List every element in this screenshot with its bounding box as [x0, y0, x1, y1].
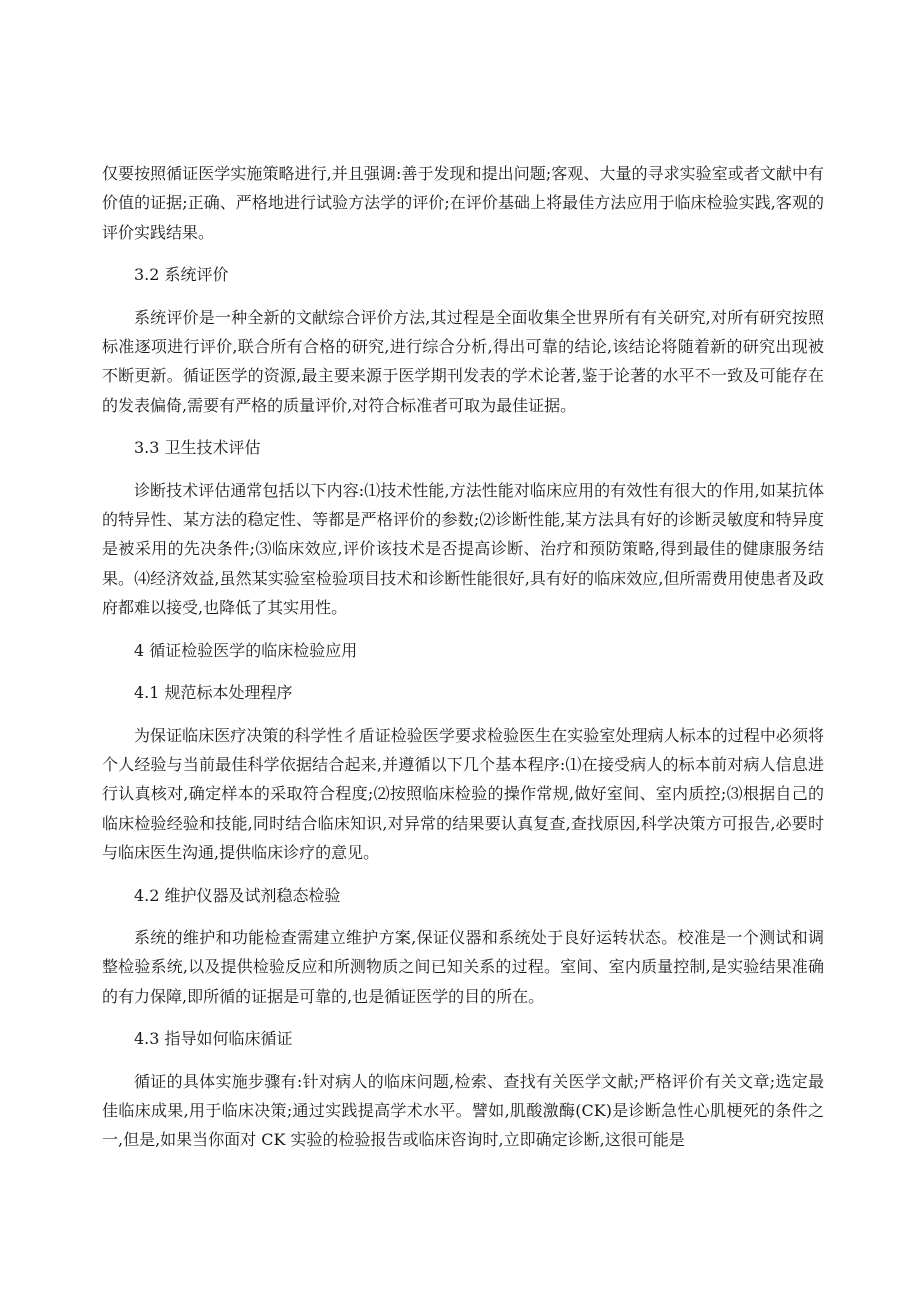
paragraph-clinical-guidance: 循证的具体实施步骤有:针对病人的临床问题,检索、查找有关医学文献;严格评价有关文章;选定最佳临床成果,用于临床决策;通过实践提高学术水平。譬如,肌酸激酶(CK)是诊断急性心肌梗死的条件之一,但是,如果当你面对 CK 实验的检验报告或临床咨询时,立即确定诊断,这很可能是: [102, 1071, 824, 1150]
paragraph-systematic-review: 系统评价是一种全新的文献综合评价方法,其过程是全面收集全世界所有有关研究,对所有研究按照标准逐项进行评价,联合所有合格的研究,进行综合分析,得出可靠的结论,该结论将随着新的研究出现被不断更新。循证医学的资源,最主要来源于医学期刊发表的学术论著,鉴于论著的水平不一致及可能存在的发表偏倚,需要有严格的质量评价,对符合标准者可取为最佳证据。: [102, 307, 824, 415]
paragraph-technology-assessment: 诊断技术评估通常包括以下内容:⑴技术性能,方法性能对临床应用的有效性有很大的作用,如某抗体的特异性、某方法的稳定性、等都是严格评价的参数;⑵诊断性能,某方法具有好的诊断灵敏度和特异度是被采用的先决条件;⑶临床效应,评价该技术是否提高诊断、治疗和预防策略,得到最佳的健康服务结果。⑷经济效益,虽然某实验室检验项目技术和诊断性能很好,具有好的临床效应,但所需费用使患者及政府都难以接受,也降低了其实用性。: [102, 480, 824, 618]
document-body: [102, 159, 824, 1168]
subsection-heading-3-3: 3.3 卫生技术评估: [134, 438, 261, 458]
subsection-heading-4-1: 4.1 规范标本处理程序: [134, 683, 293, 703]
paragraph-instrument-maintenance: 系统的维护和功能检查需建立维护方案,保证仪器和系统处于良好运转状态。校准是一个测试和调整检验系统,以及提供检验反应和所测物质之间已知关系的过程。室间、室内质量控制,是实验结果准确的有力保障,即所循的证据是可靠的,也是循证医学的目的所在。: [102, 927, 824, 1006]
paragraph-continued: 仅要按照循证医学实施策略进行,并且强调:善于发现和提出问题;客观、大量的寻求实验室或者文献中有价值的证据;正确、严格地进行试验方法学的评价;在评价基础上将最佳方法应用于临床检验实践,客观的评价实践结果。: [102, 164, 824, 242]
subsection-heading-4-2: 4.2 维护仪器及试剂稳态检验: [134, 885, 341, 905]
section-heading-4: 4 循证检验医学的临床检验应用: [134, 640, 358, 660]
paragraph-specimen-procedure: 为保证临床医疗决策的科学性彳盾证检验医学要求检验医生在实验室处理病人标本的过程中必须将个人经验与当前最佳科学依据结合起来,并遵循以下几个基本程序:⑴在接受病人的标本前对病人信息进行认真核对,确定样本的采取符合程度;⑵按照临床检验的操作常规,做好室间、室内质控;⑶根据自己的临床检验经验和技能,同时结合临床知识,对异常的结果要认真复查,查找原因,科学决策方可报告,必要时与临床医生沟通,提供临床诊疗的意见。: [102, 725, 824, 863]
subsection-heading-3-2: 3.2 系统评价: [134, 265, 229, 285]
subsection-heading-4-3: 4.3 指导如何临床循证: [134, 1029, 293, 1049]
